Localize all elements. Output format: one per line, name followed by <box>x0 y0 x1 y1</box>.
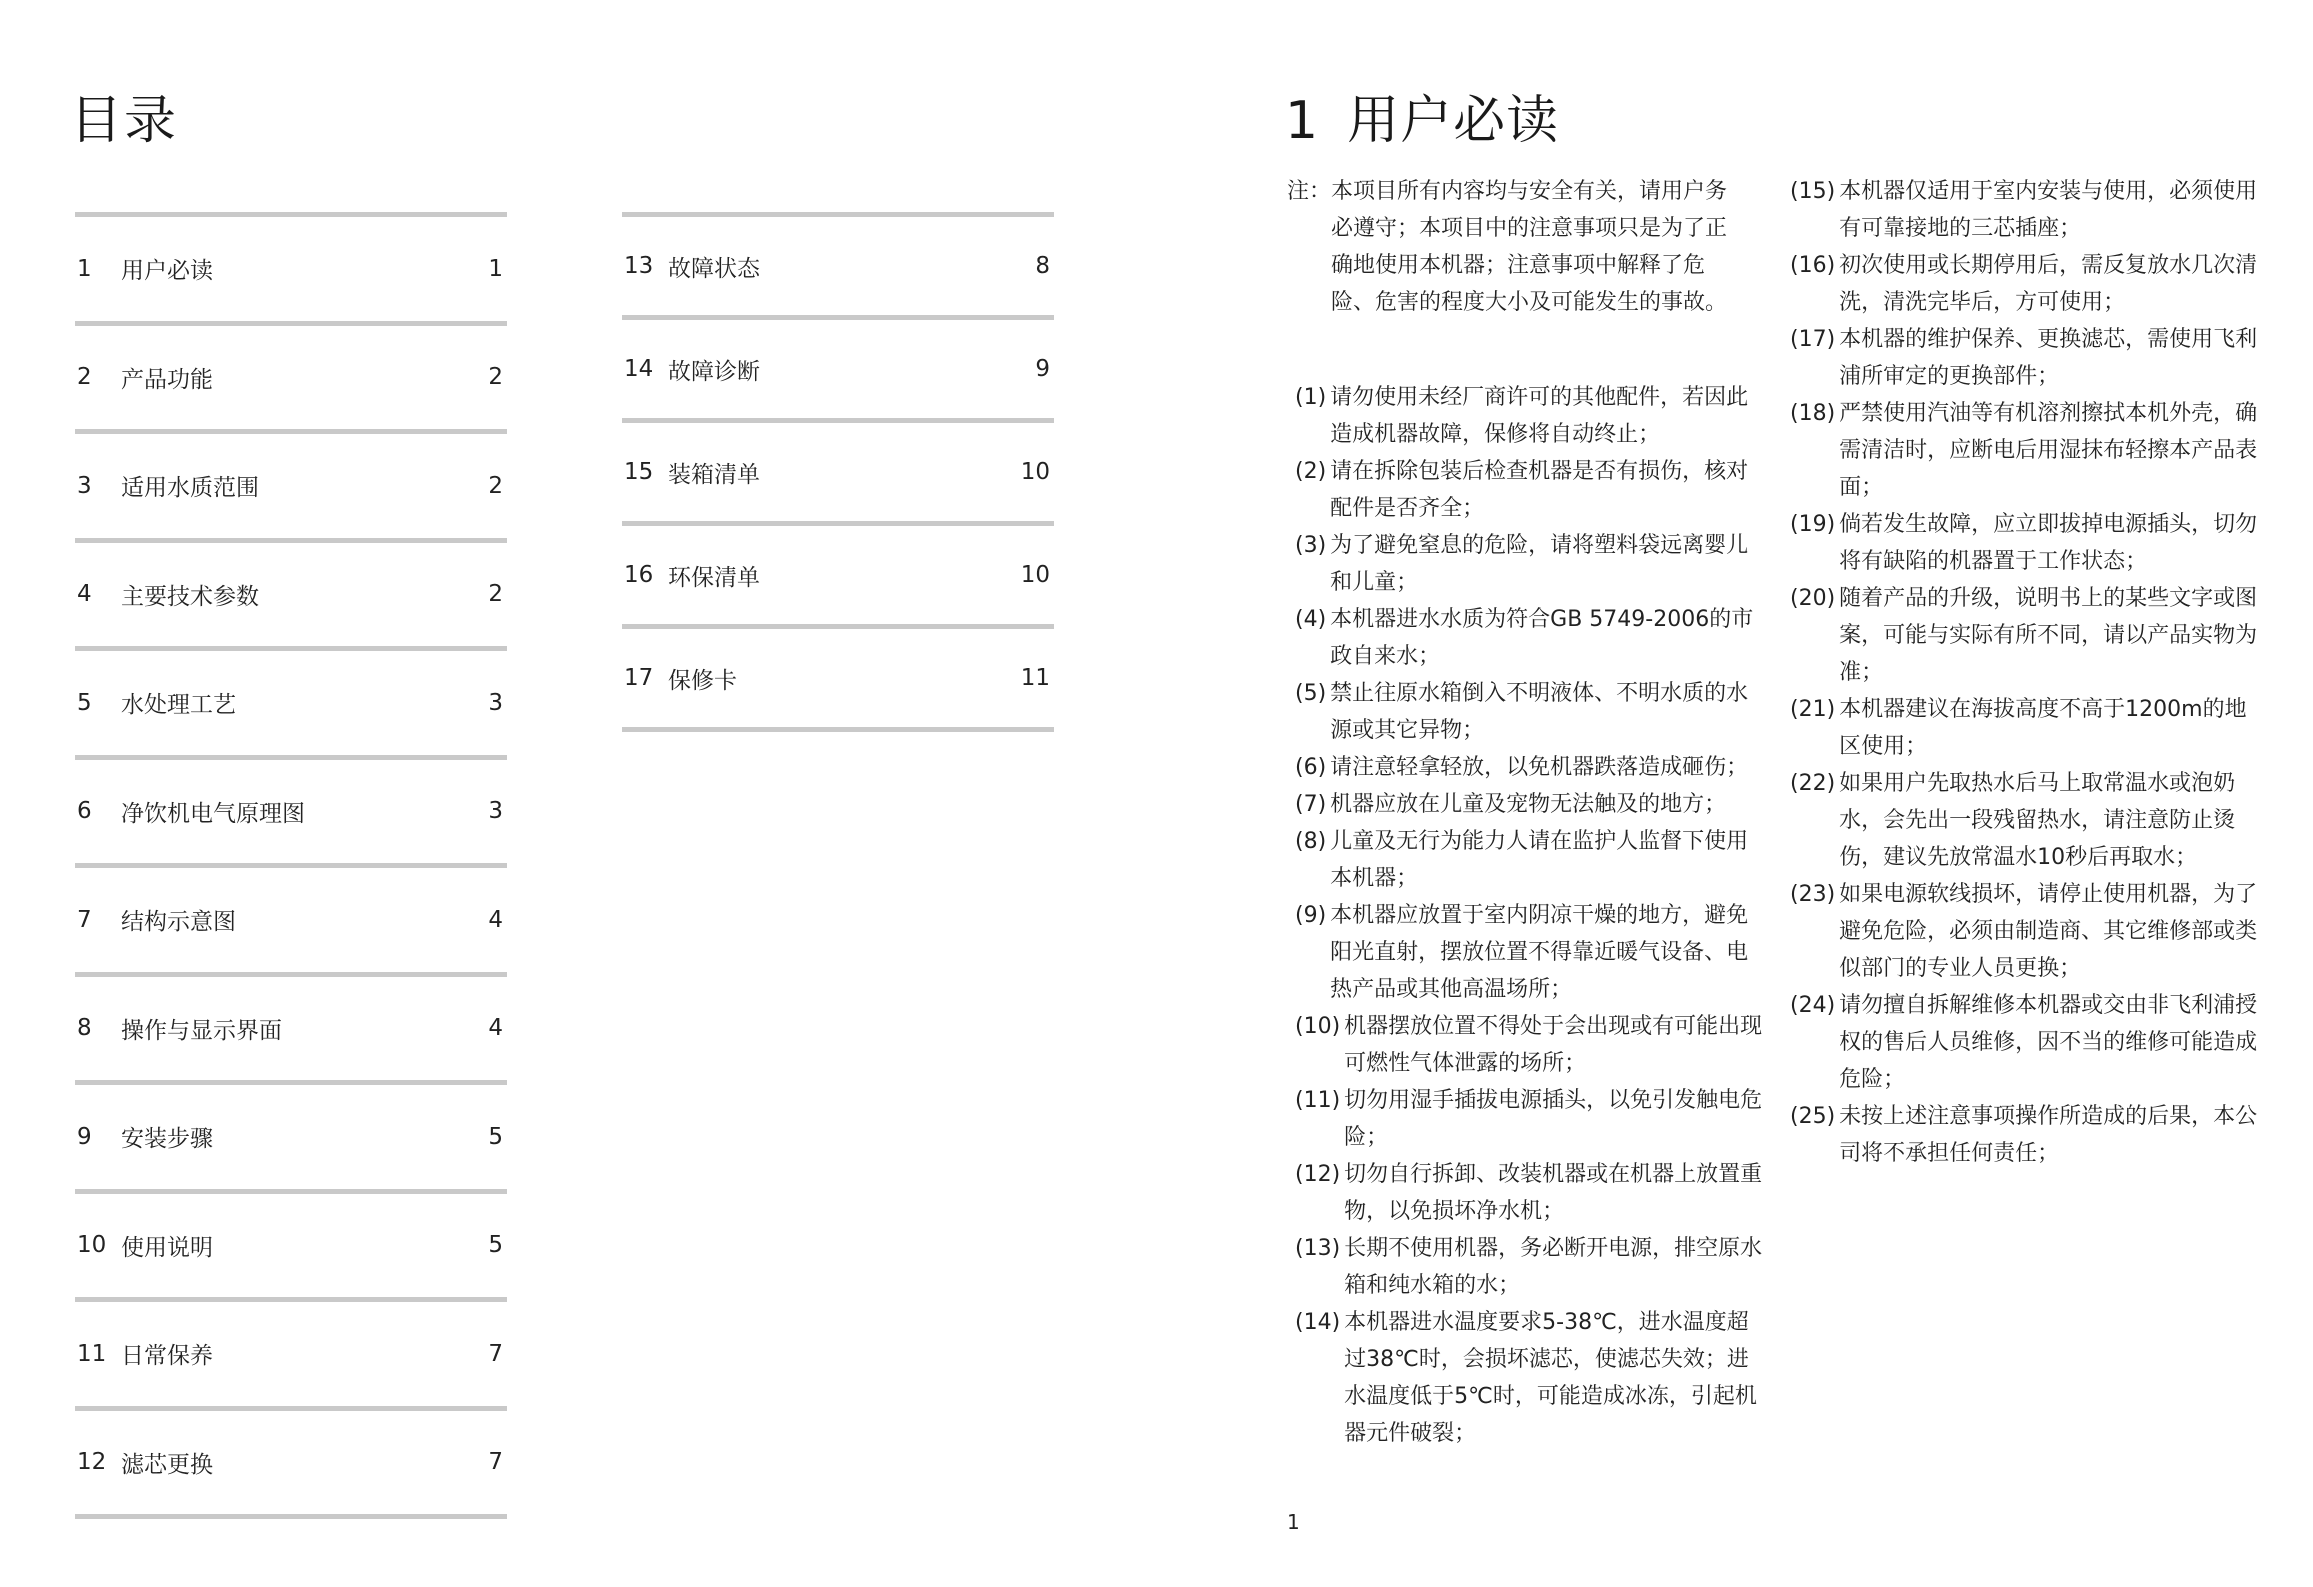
toc-entry-page: 10 <box>1020 459 1050 485</box>
rule-number: (17) <box>1790 327 1836 352</box>
rule-number: (18) <box>1790 401 1836 426</box>
toc-entry-label: 适用水质范围 <box>121 475 259 502</box>
rule-text: 儿童及无行为能力人请在监护人监督下使用本机器； <box>1330 829 1749 891</box>
rule-number: (11) <box>1295 1088 1341 1113</box>
rule-text: 如果电源软线损坏，请停止使用机器，为了避免危险，必须由制造商、其它维修部或类似部门的专业人员更换； <box>1839 882 2258 981</box>
toc-entry-page: 9 <box>1035 356 1050 382</box>
toc-entry-label: 水处理工艺 <box>121 692 236 719</box>
safety-rule-item <box>1790 987 2260 1098</box>
rule-number: (22) <box>1790 771 1836 796</box>
toc-entry-page: 1 <box>488 255 503 282</box>
toc-entry-number: 8 <box>77 1015 92 1042</box>
toc-entry[interactable] <box>622 629 1054 732</box>
toc-entry-number: 2 <box>77 364 92 391</box>
rule-number: (25) <box>1790 1104 1836 1129</box>
rule-number: (19) <box>1790 512 1836 537</box>
safety-rule-item <box>1790 506 2260 580</box>
toc-entry-page: 5 <box>488 1123 503 1150</box>
toc-entry-number: 16 <box>624 562 654 588</box>
toc-entry-label: 结构示意图 <box>121 909 236 936</box>
section-number: 1 <box>1285 91 1320 151</box>
toc-entry-page: 8 <box>1035 253 1050 279</box>
safety-rule-item <box>1295 786 1765 823</box>
toc-entry-number: 9 <box>77 1123 92 1150</box>
toc-entry[interactable] <box>622 423 1054 526</box>
toc-entry-label: 装箱清单 <box>668 461 760 488</box>
rule-text: 倘若发生故障，应立即拔掉电源插头，切勿将有缺陷的机器置于工作状态； <box>1839 512 2258 574</box>
toc-entry-label: 用户必读 <box>121 258 213 285</box>
toc-entry[interactable] <box>75 760 507 869</box>
safety-rule-item <box>1295 675 1765 749</box>
toc-entry-page: 4 <box>488 906 503 933</box>
toc-entry-label: 环保清单 <box>668 564 760 591</box>
toc-entry-number: 17 <box>624 665 654 691</box>
rule-text: 本机器仅适用于室内安装与使用，必须使用有可靠接地的三芯插座； <box>1839 179 2258 241</box>
toc-entry[interactable] <box>75 1194 507 1303</box>
rule-number: (15) <box>1790 179 1836 204</box>
safety-rule-item <box>1295 823 1765 897</box>
safety-rule-item <box>1295 527 1765 601</box>
rule-number: (7) <box>1295 792 1327 817</box>
toc-entry-number: 11 <box>77 1340 107 1367</box>
safety-rule-item <box>1295 1156 1765 1230</box>
rule-number: (23) <box>1790 882 1836 907</box>
rule-number: (5) <box>1295 681 1327 706</box>
rule-text: 本机器的维护保养、更换滤芯，需使用飞利浦所审定的更换部件； <box>1839 327 2258 389</box>
toc-entry-page: 4 <box>488 1015 503 1042</box>
safety-rule-item <box>1790 876 2260 987</box>
toc-entry[interactable] <box>75 977 507 1086</box>
rule-text: 随着产品的升级，说明书上的某些文字或图案，可能与实际有所不同，请以产品实物为准； <box>1839 586 2258 685</box>
safety-rule-item <box>1790 580 2260 691</box>
rule-number: (2) <box>1295 459 1327 484</box>
rule-number: (20) <box>1790 586 1836 611</box>
safety-rule-item <box>1790 247 2260 321</box>
rule-text: 机器摆放位置不得处于会出现或有可能出现可燃性气体泄露的场所； <box>1344 1014 1763 1076</box>
toc-entry-number: 10 <box>77 1232 107 1259</box>
toc-entry-number: 13 <box>624 253 654 279</box>
section-page <box>1157 0 2313 1587</box>
rule-number: (3) <box>1295 533 1327 558</box>
toc-entry-page: 7 <box>488 1449 503 1476</box>
rule-text: 切勿用湿手插拔电源插头，以免引发触电危险； <box>1344 1088 1763 1150</box>
toc-column-1 <box>75 212 507 1519</box>
rule-text: 长期不使用机器，务必断开电源，排空原水箱和纯水箱的水； <box>1344 1236 1763 1298</box>
rule-text: 请勿使用未经厂商许可的其他配件，若因此造成机器故障，保修将自动终止； <box>1330 385 1749 447</box>
toc-entry-label: 日常保养 <box>121 1343 213 1370</box>
rule-text: 机器应放在儿童及宠物无法触及的地方； <box>1330 792 1727 817</box>
safety-rule-item <box>1790 765 2260 876</box>
toc-entry-page: 2 <box>488 472 503 499</box>
rule-number: (12) <box>1295 1162 1341 1187</box>
toc-entry[interactable] <box>75 651 507 760</box>
toc-entry-number: 14 <box>624 356 654 382</box>
page-number: 1 <box>1287 1510 1300 1534</box>
toc-entry[interactable] <box>75 217 507 326</box>
toc-entry-page: 2 <box>488 364 503 391</box>
toc-entry[interactable] <box>75 543 507 652</box>
toc-entry[interactable] <box>75 1411 507 1520</box>
note-text: 本项目所有内容均与安全有关，请用户务必遵守；本项目中的注意事项只是为了正确地使用本机器；注意事项中解释了危险、危害的程度大小及可能发生的事故。 <box>1331 179 1728 315</box>
rule-number: (9) <box>1295 903 1327 928</box>
rule-text: 严禁使用汽油等有机溶剂擦拭本机外壳，确需清洁时，应断电后用湿抹布轻擦本产品表面； <box>1839 401 2258 500</box>
rule-text: 请注意轻拿轻放，以免机器跌落造成砸伤； <box>1330 755 1749 780</box>
toc-entry-label: 操作与显示界面 <box>121 1017 282 1044</box>
safety-rule-item <box>1295 601 1765 675</box>
toc-entry[interactable] <box>75 1085 507 1194</box>
rule-number: (6) <box>1295 755 1327 780</box>
toc-entry-page: 2 <box>488 581 503 608</box>
toc-entry[interactable] <box>622 217 1054 320</box>
toc-title: 目录 <box>70 91 179 151</box>
rule-text: 请勿擅自拆解维修本机器或交由非飞利浦授权的售后人员维修，因不当的维修可能造成危险； <box>1839 993 2258 1092</box>
rule-number: (8) <box>1295 829 1327 854</box>
toc-entry[interactable] <box>75 434 507 543</box>
toc-entry-number: 3 <box>77 472 92 499</box>
safety-rule-item <box>1295 1304 1765 1452</box>
toc-column-2 <box>622 212 1054 732</box>
toc-entry-label: 主要技术参数 <box>121 583 259 610</box>
rule-number: (1) <box>1295 385 1327 410</box>
section-title <box>1285 78 1559 153</box>
toc-entry-number: 15 <box>624 459 654 485</box>
rule-text: 初次使用或长期停用后，需反复放水几次清洗，清洗完毕后，方可使用； <box>1839 253 2258 315</box>
toc-entry-number: 12 <box>77 1449 107 1476</box>
toc-entry-number: 4 <box>77 581 92 608</box>
rule-text: 未按上述注意事项操作所造成的后果，本公司将不承担任何责任； <box>1839 1104 2258 1166</box>
safety-rule-item <box>1790 691 2260 765</box>
toc-entry-page: 10 <box>1020 562 1050 588</box>
rule-text: 本机器建议在海拔高度不高于1200m的地区使用； <box>1839 697 2247 759</box>
safety-rule-item <box>1295 1008 1765 1082</box>
rule-text: 本机器进水温度要求5-38℃，进水温度超过38℃时，会损坏滤芯，使滤芯失效；进水温度低于5℃时，可能造成冰冻，引起机器元件破裂； <box>1344 1310 1757 1446</box>
toc-entry-number: 1 <box>77 255 92 282</box>
safety-rule-item <box>1790 1098 2260 1172</box>
rules-list-column-1 <box>1295 379 1765 1452</box>
safety-rule-item <box>1295 897 1765 1008</box>
rule-number: (10) <box>1295 1014 1341 1039</box>
section-title-text: 用户必读 <box>1347 91 1560 151</box>
safety-rule-item <box>1790 321 2260 395</box>
toc-entry[interactable] <box>622 320 1054 423</box>
safety-rule-item <box>1295 453 1765 527</box>
rules-list-column-2 <box>1790 173 2260 1172</box>
toc-entry[interactable] <box>622 526 1054 629</box>
toc-entry-page: 11 <box>1020 665 1050 691</box>
safety-rule-item <box>1295 749 1765 786</box>
toc-entry-page: 7 <box>488 1340 503 1367</box>
safety-rule-item <box>1295 1082 1765 1156</box>
toc-entry-page: 5 <box>488 1232 503 1259</box>
toc-entry-label: 故障状态 <box>668 255 760 282</box>
toc-entry-label: 净饮机电气原理图 <box>121 800 305 827</box>
rule-number: (13) <box>1295 1236 1341 1261</box>
rule-number: (21) <box>1790 697 1836 722</box>
rule-text: 如果用户先取热水后马上取常温水或泡奶水，会先出一段残留热水，请注意防止烫伤，建议先放常温水10秒后再取水； <box>1839 771 2236 870</box>
rule-text: 切勿自行拆卸、改装机器或在机器上放置重物，以免损坏净水机； <box>1344 1162 1763 1224</box>
toc-entry-label: 使用说明 <box>121 1234 213 1261</box>
toc-entry[interactable] <box>75 868 507 977</box>
rule-text: 禁止往原水箱倒入不明液体、不明水质的水源或其它异物； <box>1330 681 1749 743</box>
rule-text: 为了避免窒息的危险，请将塑料袋远离婴儿和儿童； <box>1330 533 1749 595</box>
safety-rule-item <box>1295 1230 1765 1304</box>
toc-entry-label: 滤芯更换 <box>121 1451 213 1478</box>
safety-note <box>1287 173 1737 321</box>
toc-entry-label: 安装步骤 <box>121 1126 213 1153</box>
toc-entry-label: 产品功能 <box>121 366 213 393</box>
toc-entry-number: 5 <box>77 689 92 716</box>
toc-entry-page: 3 <box>488 689 503 716</box>
rule-text: 本机器应放置于室内阴凉干燥的地方，避免阳光直射，摆放位置不得靠近暖气设备、电热产品或其他高温场所； <box>1330 903 1749 1002</box>
rule-text: 本机器进水水质为符合GB 5749-2006的市政自来水； <box>1330 607 1754 669</box>
toc-entry-label: 故障诊断 <box>668 358 760 385</box>
safety-rule-item <box>1790 173 2260 247</box>
safety-rule-item <box>1790 395 2260 506</box>
toc-entry-page: 3 <box>488 798 503 825</box>
note-prefix: 注： <box>1287 179 1332 204</box>
rule-number: (4) <box>1295 607 1327 632</box>
toc-entry[interactable] <box>75 326 507 435</box>
toc-entry-label: 保修卡 <box>668 667 737 694</box>
rule-text: 请在拆除包装后检查机器是否有损伤，核对配件是否齐全； <box>1330 459 1749 521</box>
rule-number: (24) <box>1790 993 1836 1018</box>
toc-entry-number: 6 <box>77 798 92 825</box>
toc-entry[interactable] <box>75 1302 507 1411</box>
safety-rule-item <box>1295 379 1765 453</box>
rule-number: (16) <box>1790 253 1836 278</box>
rule-number: (14) <box>1295 1310 1341 1335</box>
toc-entry-number: 7 <box>77 906 92 933</box>
